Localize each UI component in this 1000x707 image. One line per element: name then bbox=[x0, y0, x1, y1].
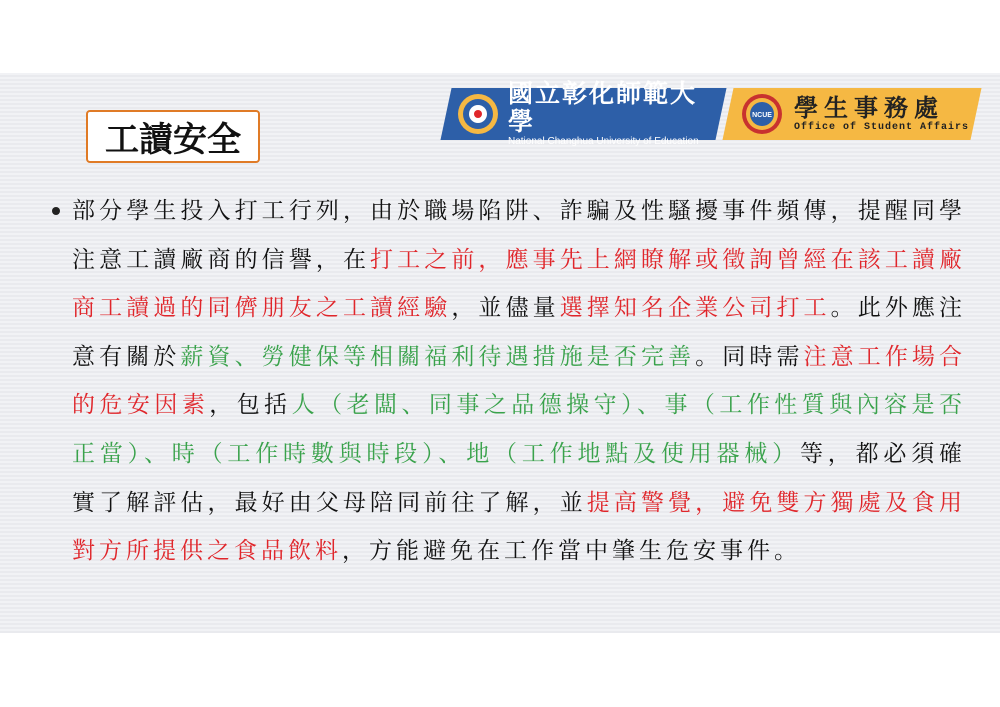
slide-title: 工讀安全 bbox=[86, 110, 260, 163]
highlight-red: 提高警覺，避免雙方獨處及食用對方所提供之食品飲料 bbox=[72, 489, 966, 565]
highlight-green: 人（老闆、同事之品德操守）、事（工作性質與內容是否正當）、時（工作時數與時段）、地（工作地點及使用器械） bbox=[72, 392, 966, 467]
text-segment: 等，都必須確實了解評估，最好由父母陪同前往了解，並 bbox=[72, 440, 966, 516]
ncue-chinese-name: 國立彰化師範大學 bbox=[508, 79, 698, 136]
ncue-english-name: National Changhua University of Education bbox=[508, 136, 699, 147]
highlight-red: 注意工作場合的危安因素 bbox=[72, 343, 966, 419]
osa-english-name: Office of Student Affairs bbox=[794, 122, 970, 133]
highlight-red: 選擇知名企業公司打工 bbox=[559, 295, 831, 322]
highlight-green: 薪資、勞健保等相關福利待遇措施是否完善 bbox=[180, 343, 696, 370]
bullet-icon bbox=[52, 207, 60, 215]
highlight-red: 打工之前，應事先上網瞭解或徵詢曾經在該工讀廠商工讀過的同儕朋友之工讀經驗 bbox=[72, 246, 966, 322]
body-paragraph bbox=[72, 187, 966, 576]
ncue-logo bbox=[440, 79, 726, 147]
text-segment: 。此外應注意有關於 bbox=[72, 295, 966, 370]
osa-logo bbox=[722, 88, 981, 140]
osa-seal-icon bbox=[740, 92, 784, 136]
text-segment: 部分學生投入打工行列，由於職場陷阱、詐騙及性騷擾事件頻傳，提醒同學注意工讀廠商的信譽，在 bbox=[72, 198, 966, 273]
ncue-seal-icon bbox=[456, 92, 500, 136]
osa-seal-text: NCUE bbox=[752, 112, 772, 119]
text-segment: ，並儘量 bbox=[451, 295, 560, 322]
osa-chinese-name: 學生事務處 bbox=[794, 94, 944, 122]
text-segment: ，包括 bbox=[209, 392, 292, 419]
text-segment: 。同時需 bbox=[695, 343, 804, 370]
text-segment: ，方能避免在工作當中肇生危安事件。 bbox=[342, 538, 801, 565]
